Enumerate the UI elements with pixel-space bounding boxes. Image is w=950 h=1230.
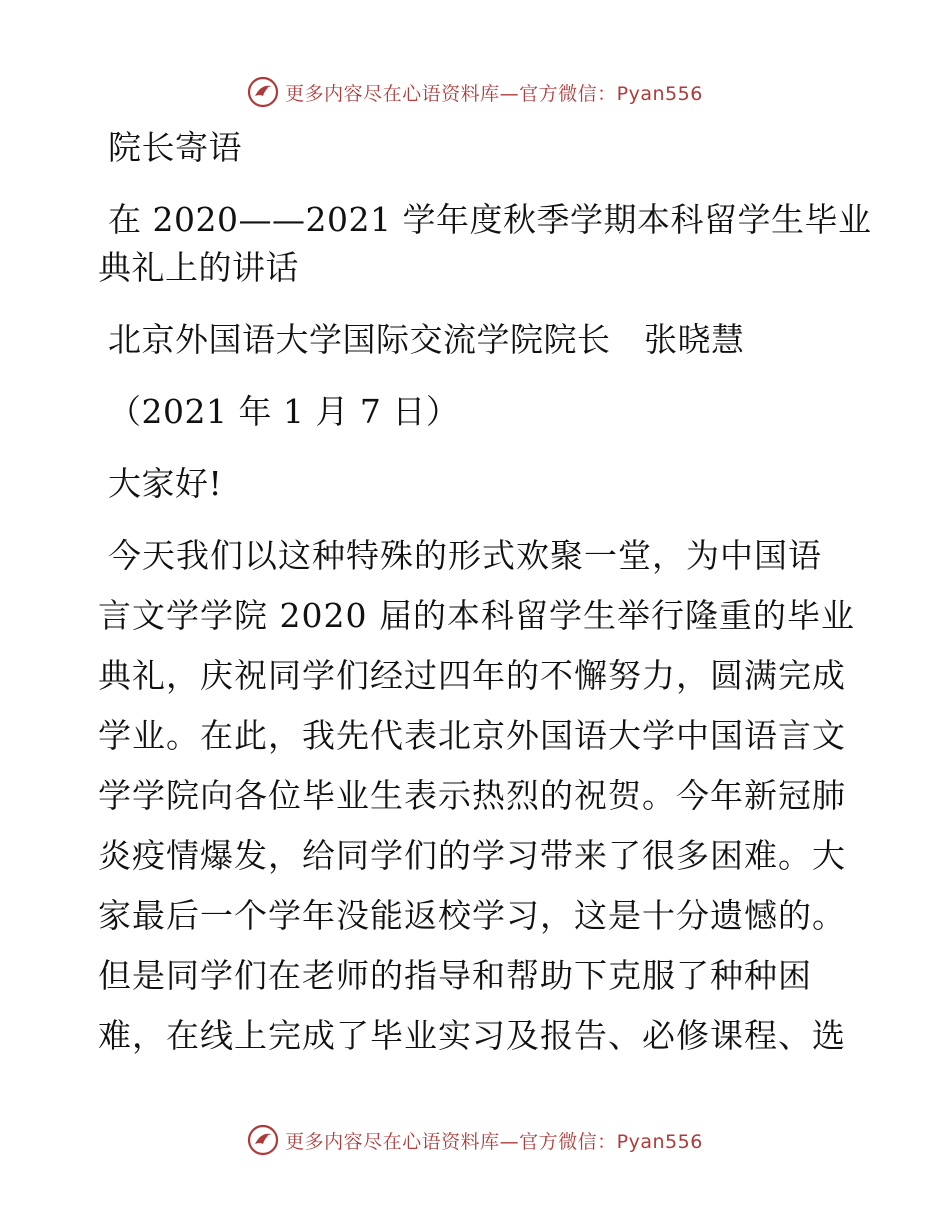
body-line: 言文学学院 2020 届的本科留学生举行隆重的毕业 xyxy=(98,596,855,635)
speech-title-line-2: 典礼上的讲话 xyxy=(98,248,299,287)
heading: 院长寄语 xyxy=(108,128,242,167)
body-line: 家最后一个学年没能返校学习，这是十分遗憾的。 xyxy=(98,896,846,935)
body-line: 今天我们以这种特殊的形式欢聚一堂，为中国语 xyxy=(108,536,822,575)
body-paragraph xyxy=(98,526,858,1066)
body-line: 典礼，庆祝同学们经过四年的不懈努力，圆满完成 xyxy=(98,656,846,695)
body-line: 但是同学们在老师的指导和帮助下克服了种种困 xyxy=(98,956,812,995)
body-line: 学业。在此，我先代表北京外国语大学中国语言文 xyxy=(98,716,846,755)
watermark-text: 更多内容尽在心语资料库—官方微信：Pyan556 xyxy=(285,1130,703,1153)
body-line: 难，在线上完成了毕业实习及报告、必修课程、选 xyxy=(98,1016,846,1055)
author-line: 北京外国语大学国际交流学院院长 张晓慧 xyxy=(108,320,745,359)
document-body xyxy=(98,124,872,1066)
body-line: 炎疫情爆发，给同学们的学习带来了很多困难。大 xyxy=(98,836,846,875)
body-line: 学学院向各位毕业生表示热烈的祝贺。今年新冠肺 xyxy=(98,776,846,815)
date-line: （2021 年 1 月 7 日） xyxy=(108,392,460,431)
greeting: 大家好! xyxy=(108,464,223,503)
bird-seal-icon xyxy=(247,1124,279,1156)
header-watermark-banner xyxy=(0,72,950,112)
speech-title-line-1: 在 2020——2021 学年度秋季学期本科留学生毕业 xyxy=(108,200,872,239)
footer-watermark-banner xyxy=(0,1120,950,1160)
bird-seal-icon xyxy=(247,76,279,108)
watermark-text: 更多内容尽在心语资料库—官方微信：Pyan556 xyxy=(285,82,703,105)
